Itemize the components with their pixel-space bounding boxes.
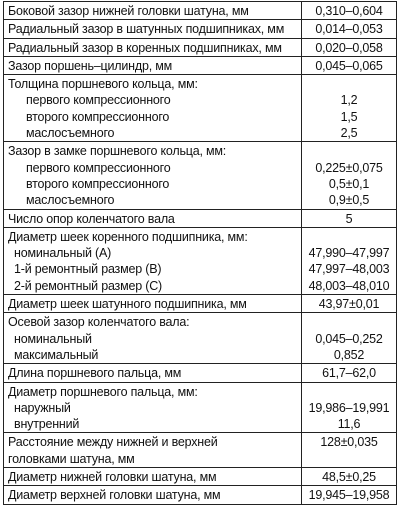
- table-row: [4, 75, 397, 142]
- group-heading: Осевой зазор коленчатого вала:: [8, 315, 190, 330]
- spec-value: 0,310–0,604: [302, 2, 397, 20]
- group-heading: Диаметр поршневого пальца, мм:: [8, 384, 198, 399]
- sub-item-value: 48,003–48,010: [308, 278, 390, 293]
- sub-item-label: первого компрессионного: [26, 93, 171, 108]
- group-heading: Зазор в замке поршневого кольца, мм:: [8, 144, 227, 159]
- spec-value: 128±0,035: [302, 433, 397, 468]
- sub-item-value: 1,5: [340, 109, 358, 124]
- spec-label: Радиальный зазор в коренных подшипниках, мм: [4, 38, 302, 56]
- table-row: [4, 468, 397, 486]
- sub-item-label: максимальный: [14, 347, 99, 362]
- spec-label: [4, 227, 302, 294]
- table-row: [4, 433, 397, 468]
- sub-item-label: номинальный: [14, 331, 92, 346]
- spec-value: [302, 382, 397, 433]
- sub-item-value: 2,5: [340, 126, 358, 141]
- sub-item-value: 0,852: [333, 347, 365, 362]
- sub-item-label: маслосъемного: [26, 193, 115, 208]
- sub-item-label: маслосъемного: [26, 126, 115, 141]
- sub-item-value: 0,5±0,1: [328, 176, 370, 191]
- spec-value: 19,945–19,958: [302, 486, 397, 504]
- sub-item-value: 0,9±0,5: [328, 193, 370, 208]
- table-row: [4, 38, 397, 56]
- sub-item-label: второго компрессионного: [26, 176, 170, 191]
- sub-item-label: внутренний: [14, 417, 80, 432]
- spec-label: Зазор поршень–цилиндр, мм: [4, 56, 302, 74]
- spec-value: 48,5±0,25: [302, 468, 397, 486]
- group-heading: Толщина поршневого кольца, мм:: [8, 77, 198, 92]
- spec-value: [302, 142, 397, 209]
- spec-label: Число опор коленчатого вала: [4, 209, 302, 227]
- table-row: [4, 2, 397, 20]
- sub-item-label: наружный: [14, 400, 71, 415]
- spec-label: Расстояние между нижней и верхней головками шатуна, мм: [4, 433, 302, 468]
- sub-item-value: 0,225±0,075: [315, 160, 383, 175]
- spec-label: Длина поршневого пальца, мм: [4, 364, 302, 382]
- spec-value: 0,014–0,053: [302, 20, 397, 38]
- table-row: [4, 295, 397, 313]
- sub-item-value: 1,2: [340, 93, 358, 108]
- sub-item-value: 19,986–19,991: [308, 400, 390, 415]
- spec-value: 0,020–0,058: [302, 38, 397, 56]
- spec-label: [4, 142, 302, 209]
- specifications-table: [3, 1, 397, 505]
- sub-item-value: 11,6: [337, 417, 361, 432]
- spec-value: 43,97±0,01: [302, 295, 397, 313]
- spec-label: [4, 313, 302, 364]
- table-row: [4, 20, 397, 38]
- sub-item-value: 47,997–48,003: [308, 262, 390, 277]
- sub-item-label: второго компрессионного: [26, 109, 170, 124]
- table-row: [4, 313, 397, 364]
- table-row: [4, 486, 397, 504]
- sub-item-label: 1-й ремонтный размер (В): [14, 262, 162, 277]
- spec-label: Диаметр верхней головки шатуна, мм: [4, 486, 302, 504]
- sub-item-value: 0,045–0,252: [315, 331, 383, 346]
- spec-value: 5: [302, 209, 397, 227]
- table-row: [4, 382, 397, 433]
- spec-label: Диаметр шеек шатунного подшипника, мм: [4, 295, 302, 313]
- spec-value: [302, 313, 397, 364]
- table-row: [4, 56, 397, 74]
- spec-label: [4, 382, 302, 433]
- spec-value: 61,7–62,0: [302, 364, 397, 382]
- spec-value: [302, 227, 397, 294]
- spec-value: 0,045–0,065: [302, 56, 397, 74]
- table-row: [4, 209, 397, 227]
- spec-label: Диаметр нижней головки шатуна, мм: [4, 468, 302, 486]
- spec-label: Радиальный зазор в шатунных подшипниках, мм: [4, 20, 302, 38]
- table-row: [4, 142, 397, 209]
- sub-item-label: номинальный (А): [14, 246, 112, 261]
- group-heading: Диаметр шеек коренного подшипника, мм:: [8, 229, 248, 244]
- spec-label: Боковой зазор нижней головки шатуна, мм: [4, 2, 302, 20]
- table-row: [4, 227, 397, 294]
- table-row: [4, 364, 397, 382]
- sub-item-label: 2-й ремонтный размер (С): [14, 278, 163, 293]
- sub-item-value: 47,990–47,997: [308, 246, 390, 261]
- spec-value: [302, 75, 397, 142]
- sub-item-label: первого компрессионного: [26, 160, 171, 175]
- spec-label: [4, 75, 302, 142]
